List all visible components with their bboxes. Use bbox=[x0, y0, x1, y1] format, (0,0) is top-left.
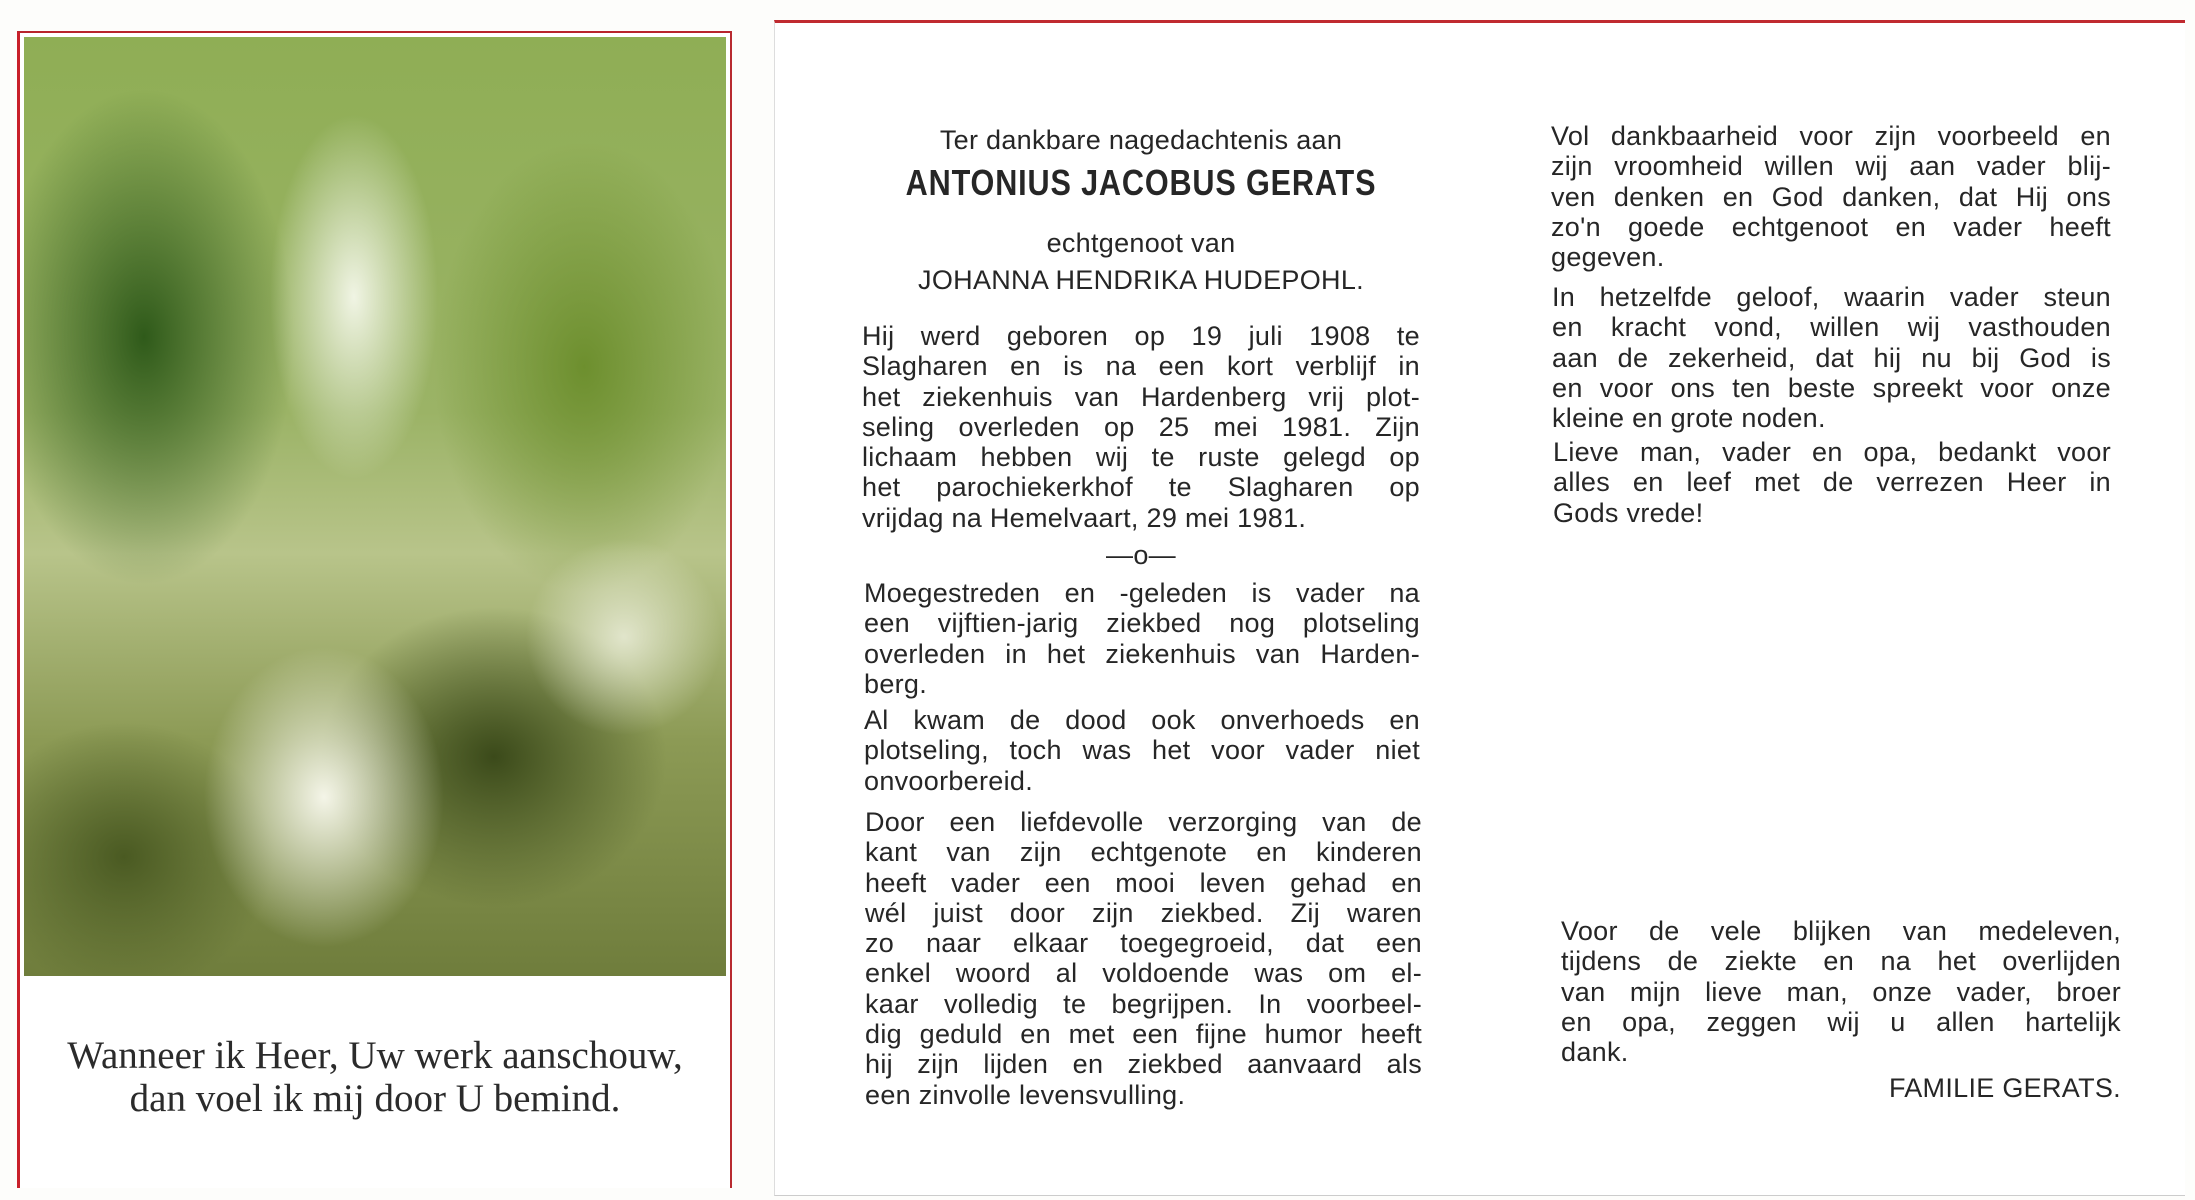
text-line: kaar volledig te begrijpen. In voorbeel- bbox=[865, 988, 1422, 1019]
paragraph-biography bbox=[862, 321, 1420, 533]
text-line: Vol dankbaarheid voor zijn voorbeeld en bbox=[1551, 121, 2111, 151]
paragraph-thanks bbox=[1561, 916, 2121, 1067]
text-line: kant van zijn echtgenote en kinderen bbox=[865, 837, 1422, 868]
paragraph-gratitude bbox=[1551, 121, 2111, 272]
spouse-name: JOHANNA HENDRIKA HUDEPOHL. bbox=[918, 265, 1364, 295]
text-line: Hij werd geboren op 19 juli 1908 te bbox=[862, 321, 1420, 351]
memorial-card-front bbox=[17, 31, 730, 1188]
paragraph-care bbox=[865, 807, 1422, 1110]
text-line: zijn vroomheid willen wij aan vader blij- bbox=[1551, 151, 2111, 182]
paragraph-death bbox=[864, 705, 1420, 796]
text-line: dank. bbox=[1561, 1037, 1629, 1068]
text-line: plotseling, toch was het voor vader niet bbox=[864, 735, 1420, 766]
text-line: aan de zekerheid, dat hij nu bij God is bbox=[1552, 342, 2111, 373]
caption-line-2: dan voel ik mij door U bemind. bbox=[129, 1077, 621, 1120]
text-line: en voor ons ten beste spreekt voor onze bbox=[1552, 372, 2111, 403]
signature: FAMILIE GERATS. bbox=[1888, 1073, 2121, 1103]
text-line: en kracht vond, willen wij vasthouden bbox=[1552, 312, 2111, 343]
text-line: het ziekenhuis van Hardenberg vrij plot- bbox=[862, 381, 1420, 412]
text-line: ven denken en God danken, dat Hij ons bbox=[1551, 181, 2111, 212]
text-line: en opa, zeggen wij u allen hartelijk bbox=[1561, 1006, 2121, 1037]
deceased-name: ANTONIUS JACOBUS GERATS bbox=[905, 162, 1377, 203]
text-line: heeft vader een mooi leven gehad en bbox=[865, 867, 1422, 898]
paragraph-faith bbox=[1552, 282, 2111, 433]
text-line: seling overleden op 25 mei 1981. Zijn bbox=[862, 411, 1420, 442]
text-line: hij zijn lijden en ziekbed aanvaard als bbox=[865, 1049, 1422, 1080]
text-line: het parochiekerkhof te Slagharen op bbox=[862, 472, 1420, 503]
caption-line-1: Wanneer ik Heer, Uw werk aanschouw, bbox=[67, 1034, 683, 1077]
text-line: alles en leef met de verrezen Heer in bbox=[1553, 467, 2111, 498]
text-line: Lieve man, vader en opa, bedankt voor bbox=[1553, 437, 2111, 467]
text-line: Voor de vele blijken van medeleven, bbox=[1561, 916, 2121, 946]
text-line: Al kwam de dood ook onverhoeds en bbox=[864, 705, 1420, 735]
text-line: onvoorbereid. bbox=[864, 765, 1034, 796]
text-line: gegeven. bbox=[1551, 242, 1665, 273]
text-line: zo naar elkaar toegegroeid, dat een bbox=[865, 928, 1422, 959]
separator: —o— bbox=[1106, 540, 1176, 570]
text-line: In hetzelfde geloof, waarin vader steun bbox=[1552, 282, 2111, 312]
memorial-card-inside bbox=[774, 20, 2185, 1196]
text-line: van mijn lieve man, onze vader, broer bbox=[1561, 976, 2121, 1007]
text-line: Moegestreden en -geleden is vader na bbox=[864, 578, 1420, 608]
text-line: wél juist door zijn ziekbed. Zij waren bbox=[865, 897, 1422, 928]
text-line: tijdens de ziekte en na het overlijden bbox=[1561, 946, 2121, 977]
text-line: berg. bbox=[864, 668, 928, 699]
text-line: enkel woord al voldoende was om el- bbox=[865, 958, 1422, 989]
text-line: dig geduld en met een fijne humor heeft bbox=[865, 1019, 1422, 1050]
text-line: een vijftien-jarig ziekbed nog plotseling bbox=[864, 608, 1420, 639]
text-line: overleden in het ziekenhuis van Harden- bbox=[864, 638, 1420, 669]
text-line: zo'n goede echtgenoot en vader heeft bbox=[1551, 211, 2111, 242]
willow-pond-photo bbox=[24, 37, 726, 976]
paragraph-illness bbox=[864, 578, 1420, 699]
heading: Ter dankbare nagedachtenis aan bbox=[939, 125, 1343, 155]
text-line: een zinvolle levensvulling. bbox=[865, 1079, 1186, 1110]
text-line: Door een liefdevolle verzorging van de bbox=[865, 807, 1422, 837]
text-line: Slagharen en is na een kort verblijf in bbox=[862, 351, 1420, 382]
spouse-label: echtgenoot van bbox=[1046, 228, 1236, 258]
text-line: vrijdag na Hemelvaart, 29 mei 1981. bbox=[862, 502, 1307, 533]
text-line: Gods vrede! bbox=[1553, 497, 1704, 528]
text-line: kleine en grote noden. bbox=[1552, 403, 1826, 434]
text-line: lichaam hebben wij te ruste gelegd op bbox=[862, 442, 1420, 473]
paragraph-farewell bbox=[1553, 437, 2111, 528]
